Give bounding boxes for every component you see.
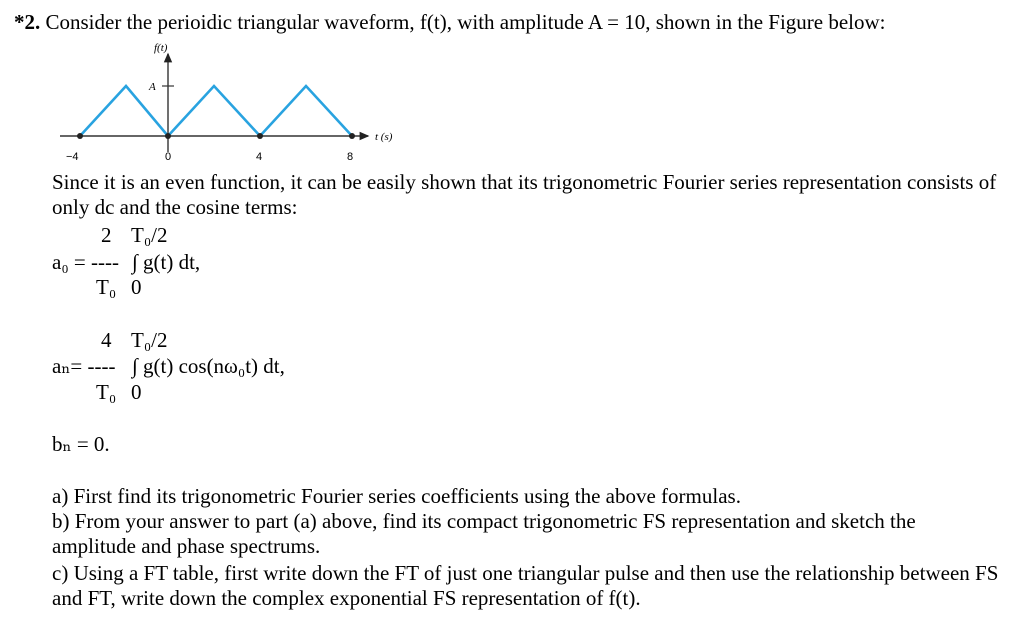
tick-label-8: 8 [347,151,354,163]
an-numerator: 4 [101,328,112,352]
axis-dot-neg4 [77,133,83,139]
question-b: b) From your answer to part (a) above, find its compact trigonometric FS representation and sketch the amplitude and phase spectrums. [52,509,916,558]
problem-number: *2. [14,10,41,34]
axis-dot-0 [165,133,171,139]
waveform-figure [50,40,430,170]
question-c: c) Using a FT table, first write down the FT of just one triangular pulse and then use the relationship between FS and FT, write down the complex exponential FS representation of f(t). [52,561,999,610]
amplitude-label: A [149,81,156,93]
a0-upper-limit: T₀/2 [131,223,168,247]
y-axis-label: f(t) [154,42,168,54]
a0-numerator: 2 [101,223,112,247]
question-a: a) First find its trigonometric Fourier series coefficients using the above formulas. [52,484,741,508]
an-lower-limit: 0 [131,380,142,404]
a0-denominator: T₀ [96,275,117,299]
axis-dot-8 [349,133,355,139]
intro-paragraph: Since it is an even function, it can be easily shown that its trigonometric Fourier series representation consists of only dc and the cosine terms: [52,170,997,219]
x-axis-unit-label: t (s) [375,131,393,143]
a0-lower-limit: 0 [131,275,142,299]
tick-label-4: 4 [256,151,263,163]
axis-dot-4 [257,133,263,139]
triangular-waveform [80,86,352,136]
tick-label-0: 0 [165,151,172,163]
bn-statement: bₙ = 0. [52,432,110,456]
an-upper-limit: T₀/2 [131,328,168,352]
problem-statement: Consider the perioidic triangular waveform, f(t), with amplitude A = 10, shown in the Figure below: [45,10,886,34]
a0-integral: ∫ g(t) dt, [132,250,201,274]
an-denominator: T₀ [96,380,117,404]
tick-label-neg4: −4 [66,151,79,163]
an-lhs: aₙ= ---- [52,354,116,378]
an-integral: ∫ g(t) cos(nω₀t) dt, [132,354,285,378]
problem-heading [14,10,886,35]
a0-lhs: a₀ = ---- [52,250,119,274]
